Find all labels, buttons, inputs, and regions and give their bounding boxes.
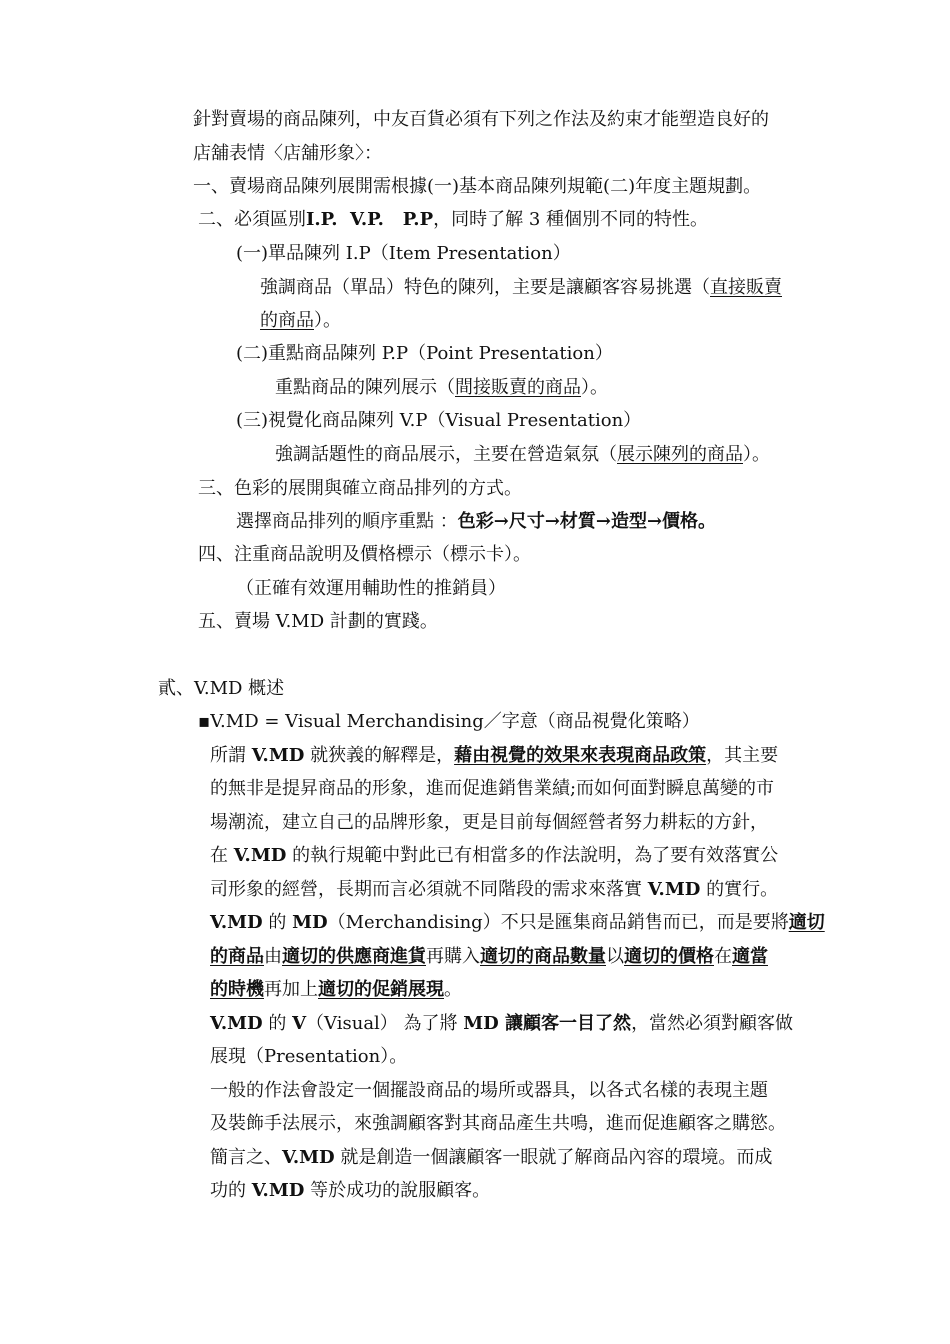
p1-vmd: V.MD	[647, 879, 701, 900]
p2-emphasis: 適切	[788, 912, 825, 933]
item-5: 五、賣場 V.MD 計劃的實踐。	[198, 611, 438, 632]
p4-line-3	[210, 1146, 772, 1170]
item-2	[198, 208, 708, 232]
sub-1-desc-line-2	[260, 309, 341, 333]
p2-emphasis: 適切的促銷展現	[318, 979, 444, 1000]
p4-line-1: 一般的作法會設定一個擺設商品的場所或器具，以各式名樣的表現主題	[210, 1080, 768, 1101]
sub-1-title: (一)單品陳列 I.P（Item Presentation）	[236, 243, 571, 264]
p4-text: 等於成功的說服顧客。	[304, 1180, 491, 1201]
intro-line-1: 針對賣場的商品陳列，中友百貨必須有下列之作法及約束才能塑造良好的	[193, 109, 769, 130]
p1-text: 就狹義的解釋是，	[304, 745, 455, 766]
item-4-title: 四、注重商品說明及價格標示（標示卡）。	[198, 544, 531, 565]
p3-text: （Visual） 為了將	[306, 1013, 464, 1034]
p1-line-2: 的無非是提昇商品的形象，進而促進銷售業績;而如何面對瞬息萬變的市	[210, 778, 775, 799]
sub-2-desc-text: 重點商品的陳列展示（	[275, 377, 455, 398]
sub-3-desc-text: 強調話題性的商品展示，主要在營造氣氛（	[275, 444, 617, 465]
p2-line-1	[210, 911, 825, 935]
p2-md: MD	[292, 912, 328, 933]
p1-text: 的執行規範中對此已有相當多的作法說明，為了要有效落實公	[286, 845, 779, 866]
sub-1-desc-text: 強調商品（單品）特色的陳列，主要是讓顧客容易挑選（	[260, 277, 710, 298]
p3-vmd: V.MD	[210, 1013, 263, 1034]
sub-2-desc	[275, 376, 608, 400]
item-1: 一、賣場商品陳列展開需根據(一)基本商品陳列規範(二)年度主題規劃。	[193, 176, 762, 197]
sub-3-desc-underlined: 展示陳列的商品	[617, 444, 743, 465]
p4-text: 就是創造一個讓顧客一眼就了解商品內容的環境。而成	[334, 1147, 773, 1168]
p2-line-2	[210, 945, 768, 969]
p1-text: 所謂	[210, 745, 252, 766]
p1-vmd: V.MD	[233, 845, 287, 866]
item-3-desc-text: 選擇商品排列的順序重點 ：	[236, 511, 458, 532]
vmd-definition: ▪V.MD = Visual Merchandising／字意（商品視覺化策略）	[198, 711, 700, 732]
p2-text: 以	[606, 946, 624, 967]
p2-emphasis: 適切的商品數量	[480, 946, 606, 967]
item-2-suffix: ，同時了解 3 種個別不同的特性。	[433, 209, 709, 230]
sub-3-desc-end: ）。	[743, 444, 770, 465]
p2-vmd: V.MD	[210, 912, 263, 933]
p1-emphasis: 藉由視覺的效果來表現商品政策	[454, 745, 707, 766]
p2-text: 再加上	[264, 979, 318, 1000]
p3-v: V	[292, 1013, 307, 1034]
sub-1-desc-underlined-2: 的商品	[260, 310, 314, 331]
p2-emphasis: 適當	[732, 946, 768, 967]
p4-vmd: V.MD	[251, 1180, 305, 1201]
p2-text: 。	[444, 979, 462, 1000]
section-2-heading: 貳、V.MD 概述	[158, 678, 285, 699]
item-3-desc	[236, 510, 716, 534]
item-4-note: （正確有效運用輔助性的推銷員）	[236, 578, 506, 599]
item-2-prefix: 二、必須區別	[198, 209, 306, 230]
p1-line-5	[210, 878, 778, 902]
p2-emphasis: 的時機	[210, 979, 264, 1000]
p1-text: 司形象的經營，長期而言必須就不同階段的需求來落實	[210, 879, 648, 900]
p4-line-4	[210, 1179, 490, 1203]
p4-line-2: 及裝飾手法展示，來強調顧客對其商品產生共鳴，進而促進顧客之購慾。	[210, 1113, 786, 1134]
p2-line-3	[210, 978, 462, 1002]
p1-vmd: V.MD	[251, 745, 305, 766]
p1-text: 的實行。	[700, 879, 779, 900]
sub-2-title: (二)重點商品陳列 P.P（Point Presentation）	[236, 343, 613, 364]
item-2-terms: I.P. V.P. P.P	[306, 209, 434, 230]
sub-1-desc-end: ）。	[314, 310, 341, 331]
p2-emphasis: 適切的供應商進貨	[282, 946, 426, 967]
sub-2-desc-underlined: 間接販賣的商品	[455, 377, 581, 398]
sub-1-desc-line-1	[260, 276, 782, 300]
p4-vmd: V.MD	[282, 1147, 335, 1168]
item-3-sequence: 色彩→尺寸→材質→造型→價格。	[457, 511, 717, 532]
p3-line-1	[210, 1012, 793, 1036]
sub-1-desc-underlined: 直接販賣	[710, 277, 782, 298]
p2-emphasis: 適切的價格	[624, 946, 714, 967]
sub-2-desc-end: ）。	[581, 377, 608, 398]
p2-text: 在	[714, 946, 732, 967]
p1-line-1	[210, 744, 778, 768]
p2-text: 再購入	[426, 946, 480, 967]
sub-3-title: (三)視覺化商品陳列 V.P（Visual Presentation）	[236, 410, 642, 431]
item-3-title: 三、色彩的展開與確立商品排列的方式。	[198, 478, 522, 499]
p2-text: （Merchandising）不只是匯集商品銷售而已，而是要將	[327, 912, 789, 933]
p3-line-2: 展現（Presentation）。	[210, 1046, 408, 1067]
p3-emphasis: MD 讓顧客一目了然	[463, 1013, 632, 1034]
p2-emphasis: 的商品	[210, 946, 264, 967]
p1-line-4	[210, 844, 778, 868]
p4-text: 功的	[210, 1180, 252, 1201]
p3-text: ，當然必須對顧客做	[631, 1013, 794, 1034]
p2-text: 由	[264, 946, 282, 967]
sub-3-desc	[275, 443, 770, 467]
p1-text: 在	[210, 845, 234, 866]
intro-line-2: 店舖表情〈店舖形象〉：	[193, 143, 382, 164]
p3-text: 的	[262, 1013, 293, 1034]
p1-line-3: 場潮流，建立自己的品牌形象，更是目前每個經營者努力耕耘的方針，	[210, 812, 768, 833]
p2-text: 的	[262, 912, 293, 933]
p4-text: 簡言之、	[210, 1147, 282, 1168]
p1-text: ，其主要	[706, 745, 779, 766]
